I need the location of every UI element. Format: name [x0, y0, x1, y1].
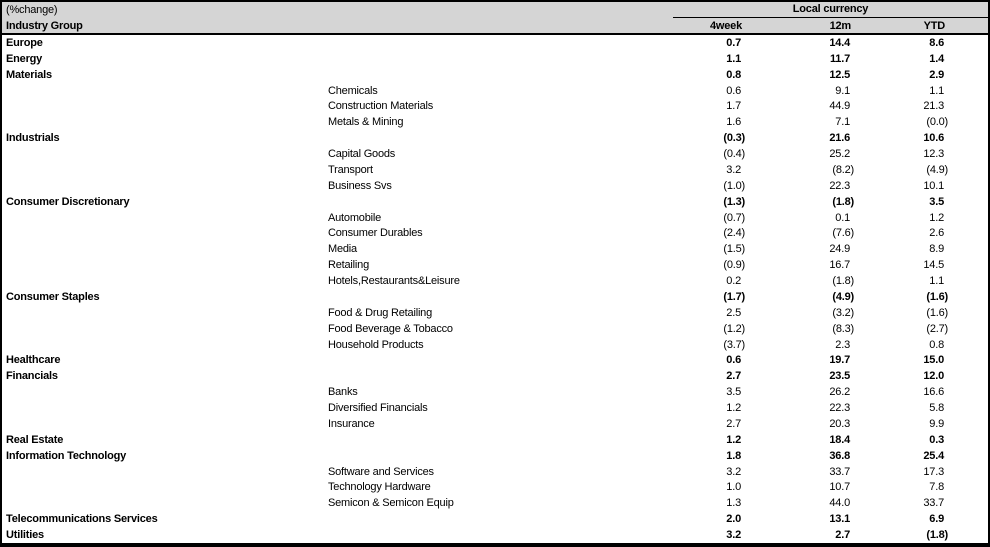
local-currency-spanner: Local currency — [673, 2, 988, 18]
row-label: Consumer Durables — [328, 227, 423, 240]
row-label: Retailing — [328, 259, 370, 272]
value-12m: 33.7 — [829, 465, 850, 478]
row-label: Food Beverage & Tobacco — [328, 322, 453, 335]
table-row — [2, 162, 988, 178]
value-12m: (8.3) — [832, 322, 854, 335]
value-12m: 24.9 — [829, 243, 850, 256]
table-row — [2, 130, 988, 146]
value-12m: 26.2 — [829, 386, 850, 399]
table-row — [2, 305, 988, 321]
row-label: Construction Materials — [328, 100, 434, 113]
table-row — [2, 400, 988, 416]
value-4week: 1.2 — [726, 433, 741, 446]
value-ytd: 10.1 — [923, 179, 944, 192]
table-row — [2, 35, 988, 51]
value-4week: 1.1 — [726, 52, 741, 65]
value-4week: 2.7 — [726, 417, 741, 430]
value-ytd: 12.0 — [923, 370, 944, 383]
value-ytd: (1.8) — [926, 529, 948, 542]
value-4week: 1.7 — [726, 100, 741, 113]
value-ytd: 5.8 — [929, 402, 944, 415]
row-label: Diversified Financials — [328, 402, 428, 415]
header-row-unit — [2, 2, 988, 18]
table-row — [2, 257, 988, 273]
row-label: Telecommunications Services — [6, 513, 158, 526]
value-12m: 23.5 — [829, 370, 850, 383]
col-header-12m: 12m — [829, 19, 851, 32]
value-4week: (0.4) — [723, 148, 745, 161]
table-row — [2, 480, 988, 496]
table-row — [2, 368, 988, 384]
value-12m: 25.2 — [829, 148, 850, 161]
header-row-columns — [2, 18, 988, 33]
value-4week: 2.0 — [726, 513, 741, 526]
value-ytd: 15.0 — [923, 354, 944, 367]
value-12m: 20.3 — [829, 417, 850, 430]
value-12m: 21.6 — [829, 132, 850, 145]
value-ytd: 9.9 — [929, 417, 944, 430]
row-label: Energy — [6, 52, 43, 65]
table-row — [2, 321, 988, 337]
value-ytd: 10.6 — [923, 132, 944, 145]
value-12m: (1.8) — [832, 275, 854, 288]
value-ytd: (1.6) — [926, 306, 948, 319]
value-4week: 1.6 — [726, 116, 741, 129]
value-ytd: 33.7 — [923, 497, 944, 510]
value-ytd: (2.7) — [926, 322, 948, 335]
value-ytd: 3.5 — [929, 195, 944, 208]
value-12m: 36.8 — [829, 449, 850, 462]
value-12m: 19.7 — [829, 354, 850, 367]
value-12m: 18.4 — [829, 433, 850, 446]
value-12m: 9.1 — [835, 84, 850, 97]
row-label: Media — [328, 243, 357, 256]
table-row — [2, 527, 988, 543]
value-12m: 13.1 — [829, 513, 850, 526]
value-4week: 1.2 — [726, 402, 741, 415]
table-header — [2, 2, 988, 35]
value-4week: 0.7 — [726, 36, 741, 49]
value-ytd: 16.6 — [923, 386, 944, 399]
row-label: Materials — [6, 68, 52, 81]
value-12m: 0.1 — [835, 211, 850, 224]
value-ytd: 14.5 — [923, 259, 944, 272]
value-12m: 12.5 — [829, 68, 850, 81]
value-4week: (1.5) — [723, 243, 745, 256]
table-row — [2, 146, 988, 162]
col-header-4week: 4week — [709, 19, 742, 32]
value-ytd: 6.9 — [929, 513, 944, 526]
row-label: Insurance — [328, 417, 375, 430]
row-label: Software and Services — [328, 465, 434, 478]
row-label: Chemicals — [328, 84, 378, 97]
row-label: Utilities — [6, 529, 44, 542]
value-12m: 11.7 — [829, 52, 850, 65]
value-4week: 0.8 — [726, 68, 741, 81]
row-label: Real Estate — [6, 433, 64, 446]
value-12m: (4.9) — [832, 290, 854, 303]
value-12m: 16.7 — [829, 259, 850, 272]
value-ytd: 8.9 — [929, 243, 944, 256]
value-4week: 2.7 — [726, 370, 741, 383]
table-row — [2, 289, 988, 305]
value-ytd: 7.8 — [929, 481, 944, 494]
value-ytd: (1.6) — [926, 290, 948, 303]
value-ytd: 1.1 — [929, 275, 944, 288]
value-4week: (1.7) — [723, 290, 745, 303]
value-4week: 3.2 — [726, 529, 741, 542]
value-4week: 1.8 — [726, 449, 741, 462]
value-4week: 1.3 — [726, 497, 741, 510]
value-12m: 22.3 — [829, 179, 850, 192]
table-row — [2, 99, 988, 115]
value-ytd: 1.1 — [929, 84, 944, 97]
value-4week: (1.3) — [723, 195, 745, 208]
value-4week: 0.2 — [726, 275, 741, 288]
value-4week: 3.2 — [726, 163, 741, 176]
value-ytd: 2.9 — [929, 68, 944, 81]
row-label: Transport — [328, 163, 373, 176]
table-row — [2, 83, 988, 99]
value-4week: 0.6 — [726, 354, 741, 367]
table-row — [2, 178, 988, 194]
col-header-ytd: YTD — [923, 19, 945, 32]
value-4week: 0.6 — [726, 84, 741, 97]
row-label: Consumer Staples — [6, 290, 100, 303]
table-row — [2, 384, 988, 400]
value-ytd: 0.3 — [929, 433, 944, 446]
value-12m: 10.7 — [829, 481, 850, 494]
value-12m: 44.0 — [829, 497, 850, 510]
value-12m: (7.6) — [832, 227, 854, 240]
table-row — [2, 67, 988, 83]
value-4week: 2.5 — [726, 306, 741, 319]
table-row — [2, 194, 988, 210]
value-4week: (3.7) — [723, 338, 745, 351]
value-ytd: 2.6 — [929, 227, 944, 240]
table-row — [2, 337, 988, 353]
unit-note: (%change) — [6, 4, 58, 16]
value-ytd: 17.3 — [923, 465, 944, 478]
value-4week: 1.0 — [726, 481, 741, 494]
value-ytd: 8.6 — [929, 36, 944, 49]
value-ytd: 1.2 — [929, 211, 944, 224]
row-label: Financials — [6, 370, 58, 383]
value-ytd: 25.4 — [923, 449, 944, 462]
table-row — [2, 511, 988, 527]
value-12m: 2.7 — [835, 529, 850, 542]
row-label: Europe — [6, 36, 43, 49]
value-12m: 14.4 — [829, 36, 850, 49]
value-ytd: 0.8 — [929, 338, 944, 351]
row-label: Food & Drug Retailing — [328, 306, 433, 319]
industry-group-header: Industry Group — [6, 19, 83, 32]
value-4week: (0.7) — [723, 211, 745, 224]
row-label: Industrials — [6, 132, 60, 145]
value-12m: (3.2) — [832, 306, 854, 319]
row-label: Semicon & Semicon Equip — [328, 497, 454, 510]
value-12m: (1.8) — [832, 195, 854, 208]
value-4week: (0.3) — [723, 132, 745, 145]
value-12m: 2.3 — [835, 338, 850, 351]
table-row — [2, 448, 988, 464]
value-4week: 3.5 — [726, 386, 741, 399]
value-12m: 44.9 — [829, 100, 850, 113]
value-ytd: 21.3 — [923, 100, 944, 113]
row-label: Automobile — [328, 211, 382, 224]
row-label: Hotels,Restaurants&Leisure — [328, 275, 460, 288]
value-4week: 3.2 — [726, 465, 741, 478]
row-label: Business Svs — [328, 179, 392, 192]
row-label: Capital Goods — [328, 148, 396, 161]
table-row — [2, 51, 988, 67]
value-12m: 7.1 — [835, 116, 850, 129]
table-row — [2, 432, 988, 448]
table-row — [2, 495, 988, 511]
table-row — [2, 226, 988, 242]
value-ytd: (0.0) — [926, 116, 948, 129]
value-ytd: (4.9) — [926, 163, 948, 176]
table-row — [2, 353, 988, 369]
table-body — [2, 35, 988, 543]
row-label: Metals & Mining — [328, 116, 404, 129]
value-4week: (2.4) — [723, 227, 745, 240]
value-ytd: 1.4 — [929, 52, 944, 65]
value-12m: 22.3 — [829, 402, 850, 415]
row-label: Healthcare — [6, 354, 61, 367]
row-label: Information Technology — [6, 449, 127, 462]
table-row — [2, 273, 988, 289]
value-4week: (1.0) — [723, 179, 745, 192]
table-row — [2, 464, 988, 480]
table-row — [2, 114, 988, 130]
row-label: Technology Hardware — [328, 481, 431, 494]
row-label: Consumer Discretionary — [6, 195, 130, 208]
value-12m: (8.2) — [832, 163, 854, 176]
table-row — [2, 241, 988, 257]
value-4week: (0.9) — [723, 259, 745, 272]
row-label: Household Products — [328, 338, 424, 351]
value-ytd: 12.3 — [923, 148, 944, 161]
row-label: Banks — [328, 386, 358, 399]
table-row — [2, 416, 988, 432]
value-4week: (1.2) — [723, 322, 745, 335]
table-row — [2, 210, 988, 226]
